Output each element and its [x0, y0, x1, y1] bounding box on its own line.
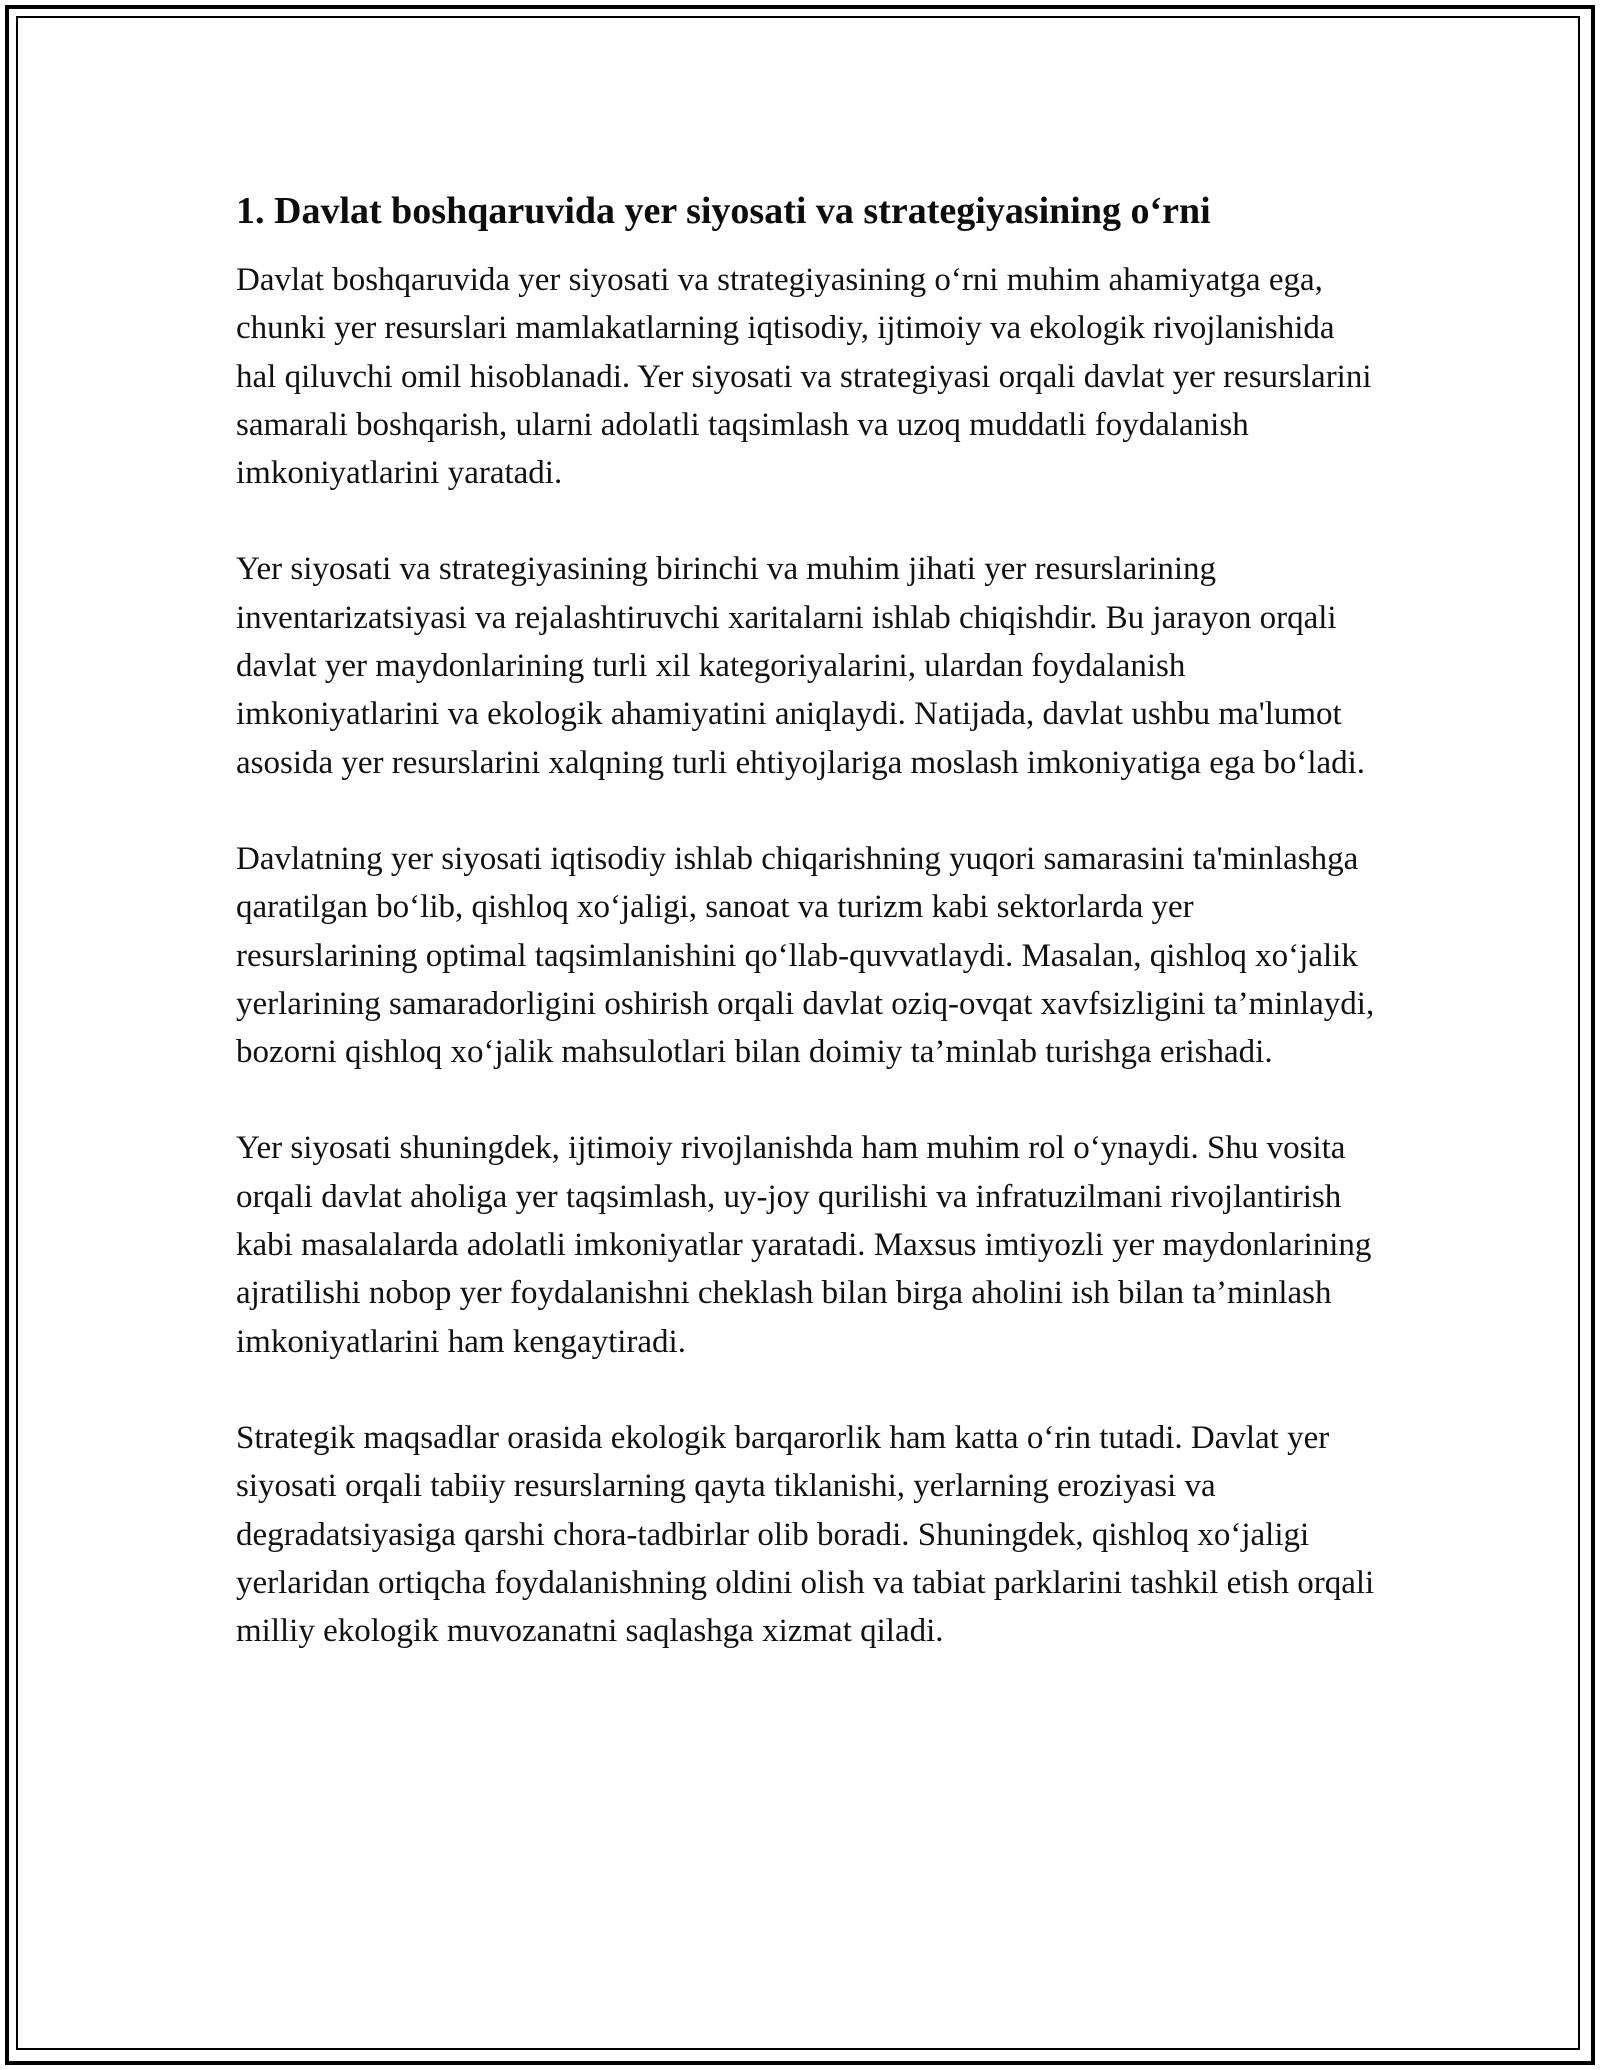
paragraph-2: Yer siyosati va strategiyasining birinchi va muhim jihati yer resurslarining inventarizatsiyasi va rejalashtiruvchi xaritalarni ishlab chiqishdir. Bu jarayon orqali davlat yer maydonlarining turli xil kategoriyalarini, ulardan foydalanish imkoniyatlarini va ekologik ahamiyatini aniqlaydi. Natijada, davlat ushbu ma'lumot asosida yer resurslarini xalqning turli ehtiyojlariga moslash imkoniyatiga ega bo‘ladi.: [236, 551, 1366, 781]
section-heading: 1. Davlat boshqaruvida yer siyosati va strategiyasining o‘rni: [236, 190, 1211, 232]
paragraph-3: Davlatning yer siyosati iqtisodiy ishlab chiqarishning yuqori samarasini ta'minlashga qaratilgan bo‘lib, qishloq xo‘jaligi, sanoat va turizm kabi sektorlarda yer resurslarining optimal taqsimlanishini qo‘llab-quvvatlaydi. Masalan, qishloq xo‘jalik yerlarining samaradorligini oshirish orqali davlat oziq-ovqat xavfsizligini ta’minlaydi, bozorni qishloq xo‘jalik mahsulotlari bilan doimiy ta’minlab turishga erishadi.: [236, 840, 1375, 1071]
paragraph-5: Strategik maqsadlar orasida ekologik barqarorlik ham katta o‘rin tutadi. Davlat yer siyosati orqali tabiiy resurslarning qayta tiklanishi, yerlarning eroziyasi va degradatsiyasiga qarshi chora-tadbirlar olib boradi. Shuningdek, qishloq xo‘jaligi yerlaridan ortiqcha foydalanishning oldini olish va tabiat parklarini tashkil etish orqali milliy ekologik muvozanatni saqlashga xizmat qiladi.: [236, 1419, 1375, 1650]
paragraph-4: Yer siyosati shuningdek, ijtimoiy rivojlanishda ham muhim rol o‘ynaydi. Shu vosita orqali davlat aholiga yer taqsimlash, uy-joy qurilishi va infratuzilmani rivojlantirish kabi masalalarda adolatli imkoniyatlar yaratadi. Maxsus imtiyozli yer maydonlarining ajratilishi nobop yer foydalanishni cheklash bilan birga aholini ish bilan ta’minlash imkoniyatlarini ham kengaytiradi.: [236, 1130, 1372, 1360]
document-body: [236, 186, 1376, 1703]
paragraph-1: Davlat boshqaruvida yer siyosati va strategiyasining o‘rni muhim ahamiyatga ega, chunki yer resurslari mamlakatlarning iqtisodiy, ijtimoiy va ekologik rivojlanishida hal qiluvchi omil hisoblanadi. Yer siyosati va strategiyasi orqali davlat yer resurslarini samarali boshqarish, ularni adolatli taqsimlash va uzoq muddatli foydalanish imkoniyatlarini yaratadi.: [236, 262, 1372, 492]
